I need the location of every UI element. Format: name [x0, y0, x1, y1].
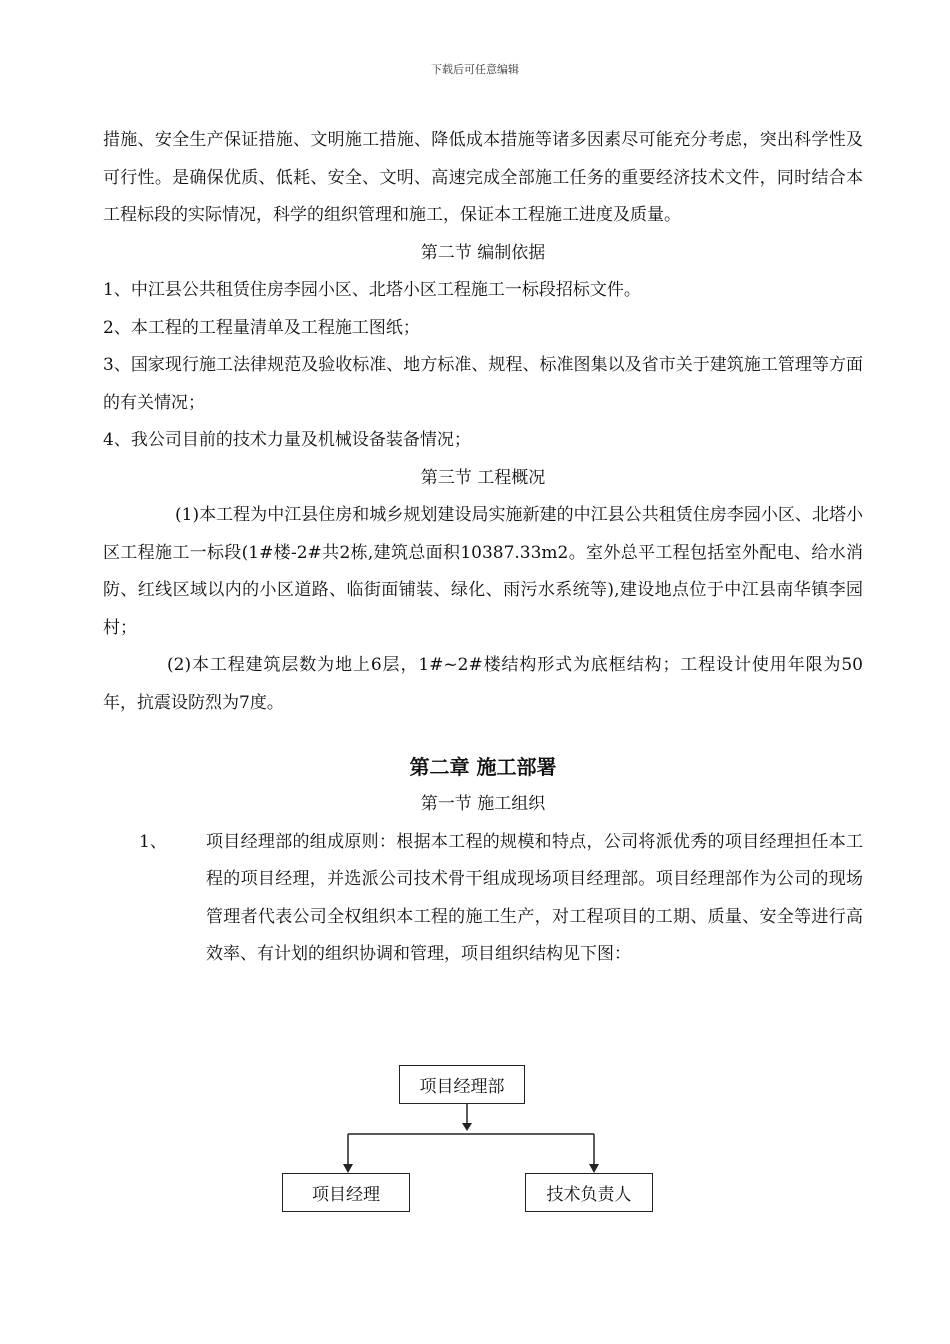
section-title-basis: 第二节 编制依据 — [420, 242, 546, 263]
overview-paragraph-1: (1)本工程为中江县住房和城乡规划建设局实施新建的中江县公共租赁住房李园小区、北塔小区工程施工一标段(1#楼-2#共2栋,建筑总面积10387.33m2。室外总平工程包括室外配电、给水消防、红线区域以内的小区道路、临街面铺装、绿化、雨污水系统等),建设地点位于中江县南华镇李园村； — [103, 505, 863, 638]
org-box-project-department: 项目经理部 — [399, 1065, 525, 1104]
org-box-technical-lead: 技术负责人 — [525, 1173, 653, 1212]
chapter-title: 第二章 施工部署 — [409, 755, 557, 779]
basis-item-2: 2、本工程的工程量清单及工程施工图纸； — [103, 317, 420, 338]
connector-right-arrow — [589, 1164, 599, 1173]
org-box-project-manager: 项目经理 — [282, 1173, 410, 1212]
item-number: 1、 — [139, 831, 167, 852]
paragraph-measures: 措施、安全生产保证措施、文明施工措施、降低成本措施等诸多因素尽可能充分考虑，突出科学性及可行性。是确保优质、低耗、安全、文明、高速完成全部施工任务的重要经济技术文件，同时结合本工程标段的实际情况，科学的组织管理和施工，保证本工程施工进度及质量。 — [103, 130, 863, 225]
overview-paragraph-2: (2)本工程建筑层数为地上6层，1#~2#楼结构形式为底框结构；工程设计使用年限为50年，抗震设防烈为7度。 — [103, 655, 863, 713]
basis-item-1: 1、中江县公共租赁住房李园小区、北塔小区工程施工一标段招标文件。 — [103, 280, 641, 300]
section-title-overview: 第三节 工程概况 — [420, 467, 546, 488]
section-title-organization: 第一节 施工组织 — [420, 794, 546, 814]
connector-root-arrow — [462, 1123, 472, 1131]
basis-item-3: 3、国家现行施工法律规范及验收标准、地方标准、规程、标准图集以及省市关于建筑施工管理等方面的有关情况； — [103, 355, 863, 413]
basis-item-4: 4、我公司目前的技术力量及机械设备装备情况； — [103, 430, 471, 450]
connector-left-arrow — [343, 1164, 353, 1173]
item-text: 项目经理部的组成原则：根据本工程的规模和特点，公司将派优秀的项目经理担任本工程的项目经理，并选派公司技术骨干组成现场项目经理部。项目经理部作为公司的现场管理者代表公司全权组织本工程的施工生产，对工程项目的工期、质量、安全等进行高效率、有计划的组织协调和管理，项目组织结构见下图： — [206, 831, 863, 964]
page-header: 下载后可任意编辑 — [431, 63, 519, 76]
